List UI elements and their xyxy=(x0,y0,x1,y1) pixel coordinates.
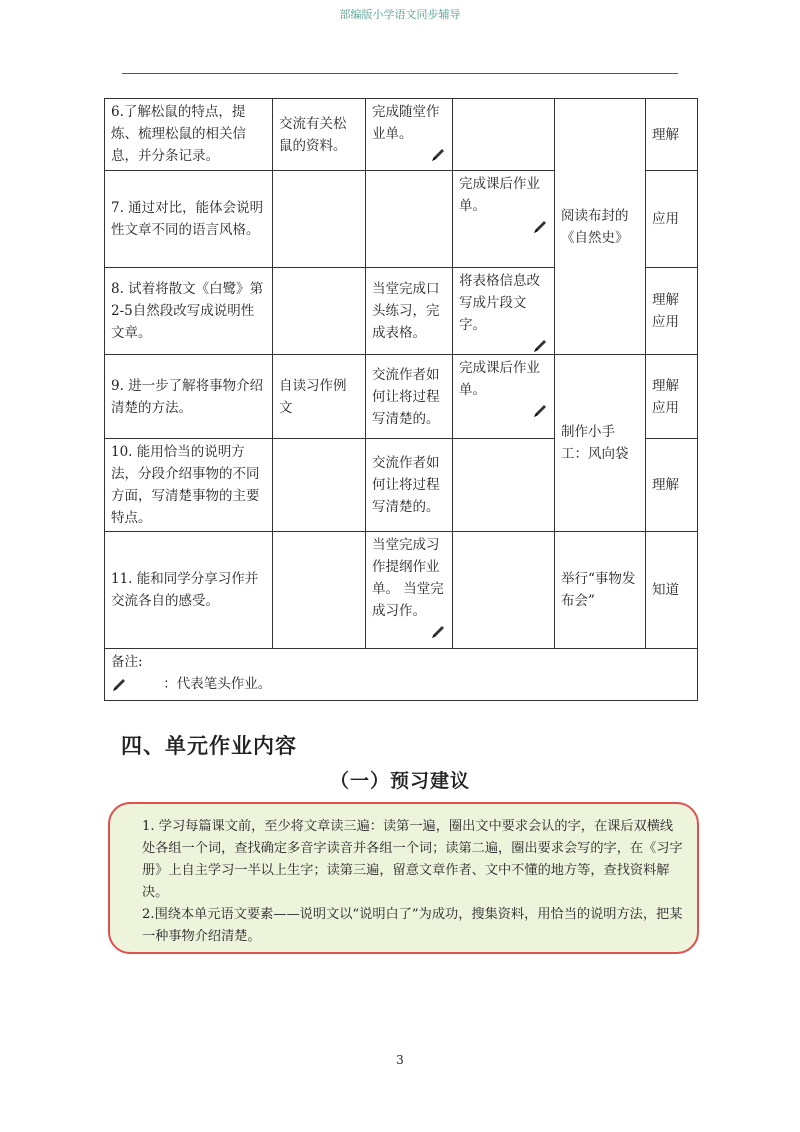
pre-class-cell: 交流有关松鼠的资料。 xyxy=(273,99,366,171)
in-class-text: 完成随堂作业单。 xyxy=(372,104,440,142)
page-header: 部编版小学语文同步辅导 xyxy=(339,8,461,21)
preview-advice-box xyxy=(108,802,699,954)
page-number: 3 xyxy=(396,1053,404,1067)
level-cell: 应用 xyxy=(646,171,698,268)
after-class-cell xyxy=(453,532,555,649)
homework-plan-table xyxy=(104,98,698,701)
advice-paragraph: 1. 学习每篇课文前，至少将文章读三遍：读第一遍，圈出文中要求会认的字，在课后双横线处各组一个词，查找确定多音字读音并各组一个词；读第二遍，圈出要求会写的字，在《习字册》上自主学习一半以上生字；读第三遍，留意文章作者、文中不懂的地方等，查找资料解决。 xyxy=(142,819,683,900)
level-cell: 理解 应用 xyxy=(646,268,698,355)
pen-icon xyxy=(459,334,548,352)
goal-cell: 10. 能用恰当的说明方法，分段介绍事物的不同方面，写清楚事物的主要特点。 xyxy=(105,439,273,532)
pre-class-cell xyxy=(273,171,366,268)
in-class-text: 当堂完成习作提纲作业单。 当堂完成习作。 xyxy=(372,537,444,619)
pre-class-cell xyxy=(273,268,366,355)
pen-icon xyxy=(459,215,548,233)
goal-cell: 9. 进一步了解将事物介绍清楚的方法。 xyxy=(105,355,273,439)
in-class-cell xyxy=(366,171,453,268)
pen-icon xyxy=(459,399,548,417)
pen-icon xyxy=(111,676,127,692)
note-label: 备注: xyxy=(111,654,143,670)
note-text: ：代表笔头作业。 xyxy=(163,676,272,692)
practice-cell: 阅读布封的《自然史》 xyxy=(555,99,646,355)
table-row xyxy=(105,532,698,649)
pre-class-cell xyxy=(273,532,366,649)
level-cell: 理解 应用 xyxy=(646,355,698,439)
note-cell xyxy=(105,649,698,701)
table-row xyxy=(105,99,698,171)
level-cell: 理解 xyxy=(646,439,698,532)
level-cell: 知道 xyxy=(646,532,698,649)
section-title: 四、单元作业内容 xyxy=(121,734,297,758)
goal-cell: 11. 能和同学分享习作并交流各自的感受。 xyxy=(105,532,273,649)
after-class-cell xyxy=(453,439,555,532)
pen-icon xyxy=(372,620,446,638)
practice-cell: 制作小手工：风向袋 xyxy=(555,355,646,532)
advice-paragraph: 2.围绕本单元语文要素——说明文以“说明白了”为成功，搜集资料，用恰当的说明方法，把某一种事物介绍清楚。 xyxy=(142,907,683,944)
goal-cell: 8. 试着将散文《白鹭》第2-5自然段改写成说明性文章。 xyxy=(105,268,273,355)
section-subtitle: （一）预习建议 xyxy=(329,770,470,792)
pre-class-cell xyxy=(273,439,366,532)
after-class-cell xyxy=(453,268,555,355)
practice-cell: 举行“事物发布会” xyxy=(555,532,646,649)
pen-icon xyxy=(372,143,446,161)
in-class-cell: 当堂完成口头练习，完成表格。 xyxy=(366,268,453,355)
in-class-cell: 交流作者如何让将过程写清楚的。 xyxy=(366,439,453,532)
after-class-text: 将表格信息改写成片段文字。 xyxy=(459,273,540,333)
table-row xyxy=(105,649,698,701)
goal-cell: 7. 通过对比，能体会说明性文章不同的语言风格。 xyxy=(105,171,273,268)
in-class-cell xyxy=(366,99,453,171)
after-class-text: 完成课后作业单。 xyxy=(459,176,540,214)
after-class-text: 完成课后作业单。 xyxy=(459,360,540,398)
level-cell: 理解 xyxy=(646,99,698,171)
table-row xyxy=(105,355,698,439)
pre-class-cell: 自读习作例文 xyxy=(273,355,366,439)
in-class-cell xyxy=(366,532,453,649)
after-class-cell xyxy=(453,171,555,268)
after-class-cell xyxy=(453,355,555,439)
in-class-cell: 交流作者如何让将过程写清楚的。 xyxy=(366,355,453,439)
goal-cell: 6.了解松鼠的特点，提炼、梳理松鼠的相关信息，并分条记录。 xyxy=(105,99,273,171)
after-class-cell xyxy=(453,99,555,171)
header-divider xyxy=(122,73,678,74)
